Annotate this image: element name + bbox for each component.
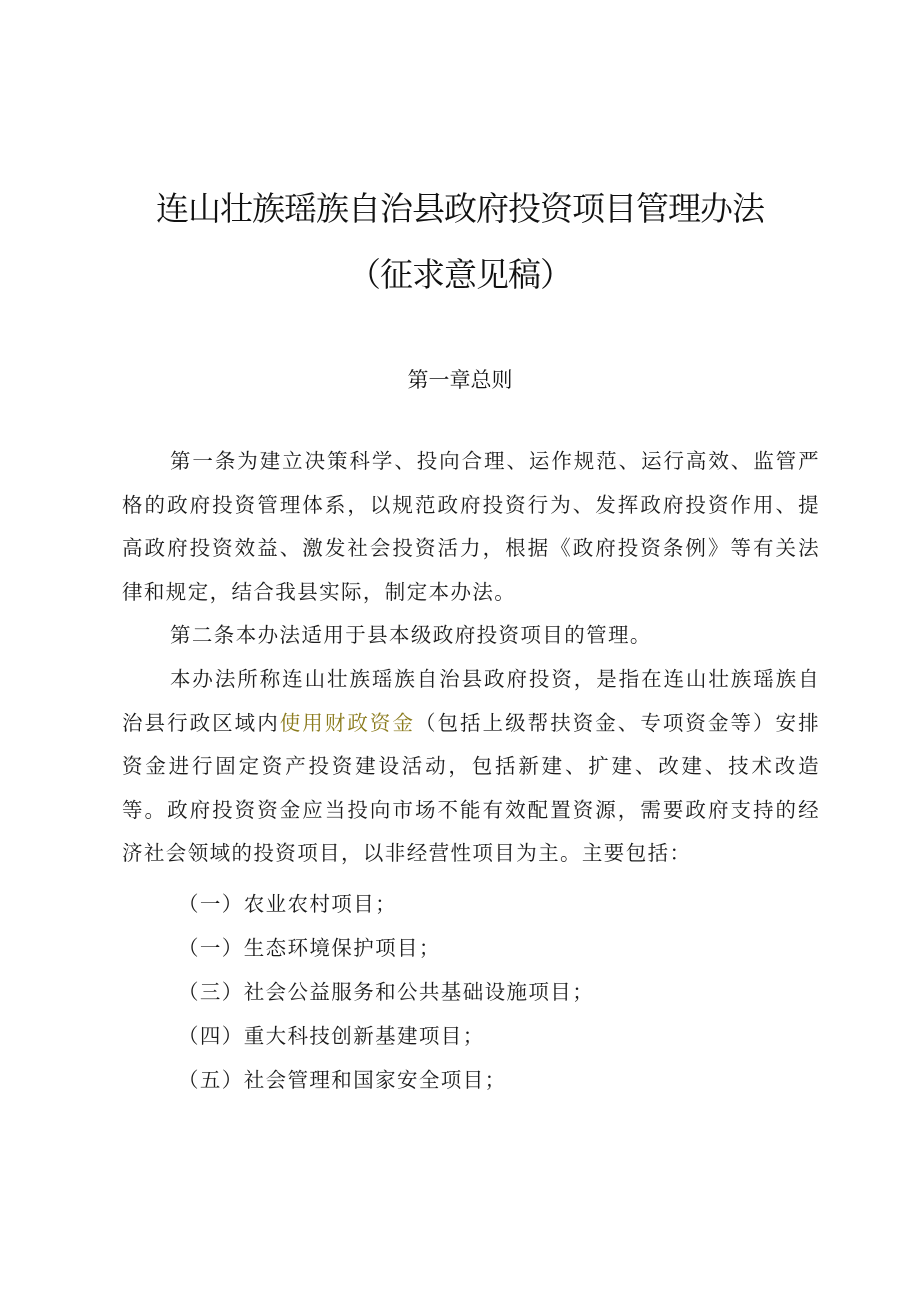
- chapter-heading: 第一章总则: [407, 368, 513, 392]
- list-item: （四）重大科技创新基建项目；: [178, 1024, 485, 1048]
- list-item: （三）社会公益服务和公共基础设施项目；: [178, 980, 595, 1004]
- list-item: （五）社会管理和国家安全项目；: [178, 1068, 507, 1092]
- definition-text-part2: （包括上级帮扶资金、专项资金等）安排资金进行固定资产投资建设活动，包括新建、扩建、改建、技术改造等。政府投资资金应当投向市场不能有效配置资源，需要政府支持的经济社会领域的投资项目，以非经营性项目为主。主要包括：: [122, 710, 820, 865]
- list-item: （一）生态环境保护项目；: [178, 936, 441, 960]
- article-2-paragraph: 第二条本办法适用于县本级政府投资项目的管理。: [170, 623, 652, 647]
- document-title: 连山壮族瑶族自治县政府投资项目管理办法: [156, 189, 764, 228]
- list-item: （一）农业农村项目；: [178, 892, 397, 916]
- definition-highlight: 使用财政资金: [279, 710, 415, 735]
- article-1-paragraph: 第一条为建立决策科学、投向合理、运作规范、运行高效、监管严格的政府投资管理体系，以规范政府投资行为、发挥政府投资作用、提高政府投资效益、激发社会投资活力，根据《政府投资条例》等有关法律和规定，结合我县实际，制定本办法。: [122, 449, 820, 604]
- document-subtitle: （征求意见稿）: [348, 255, 572, 294]
- definition-paragraph: [122, 658, 820, 876]
- definition-text-part1: 本办法所称连山壮族瑶族自治县政府投资，是指在连山壮族瑶族自治县行政区域内: [122, 667, 820, 735]
